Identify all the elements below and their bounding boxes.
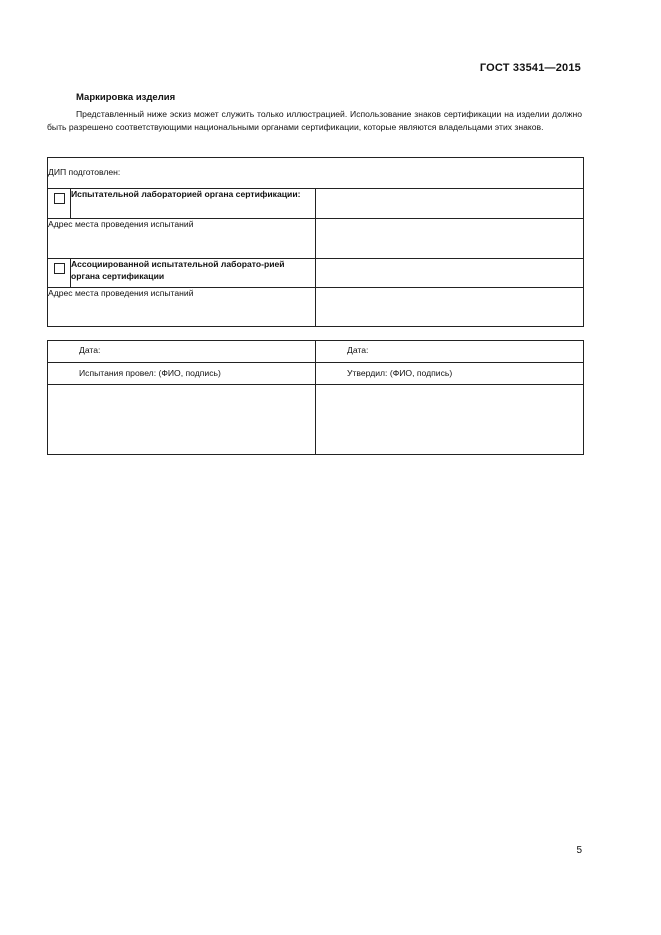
approved-by-signature-area[interactable]	[316, 385, 584, 455]
section-title: Маркировка изделия	[76, 92, 176, 103]
prepared-by-label: ДИП подготовлен:	[48, 167, 121, 177]
address-label-1: Адрес места проведения испытаний	[48, 219, 316, 259]
address-value-1[interactable]	[316, 219, 584, 259]
address-value-2[interactable]	[316, 288, 584, 327]
lab-option-value[interactable]	[316, 189, 584, 219]
standard-code: ГОСТ 33541—2015	[479, 62, 581, 74]
associated-lab-option-label: Ассоциированной испытательной лаборато-рией органа сертификации	[71, 259, 316, 288]
tested-by-signature-area[interactable]	[48, 385, 316, 455]
tested-by-cell	[48, 363, 316, 385]
approved-by-label: Утвердил: (ФИО, подпись)	[347, 368, 453, 378]
lab-option-label: Испытательной лабораторией органа сертификации:	[71, 189, 316, 219]
lab-checkbox[interactable]	[54, 193, 65, 204]
checkbox-cell	[48, 259, 71, 288]
signature-table	[47, 340, 584, 455]
checkbox-cell	[48, 189, 71, 219]
date-cell-left[interactable]	[48, 341, 316, 363]
date-label-right: Дата:	[347, 345, 369, 355]
date-cell-right[interactable]	[316, 341, 584, 363]
intro-paragraph: Представленный ниже эскиз может служить только иллюстрацией. Использование знаков сертификации на изделии должно быть разрешено соответствующими национальными органами сертификации, которые являются владельцами этих знаков.	[47, 109, 582, 132]
tested-by-label: Испытания провел: (ФИО, подпись)	[79, 368, 221, 378]
prepared-by-cell	[48, 158, 584, 189]
approved-by-cell	[316, 363, 584, 385]
address-label-2: Адрес места проведения испытаний	[48, 288, 316, 327]
page-number: 5	[576, 845, 582, 856]
date-label-left: Дата:	[79, 345, 101, 355]
associated-lab-option-value[interactable]	[316, 259, 584, 288]
certification-form	[47, 157, 584, 327]
associated-lab-checkbox[interactable]	[54, 263, 65, 274]
